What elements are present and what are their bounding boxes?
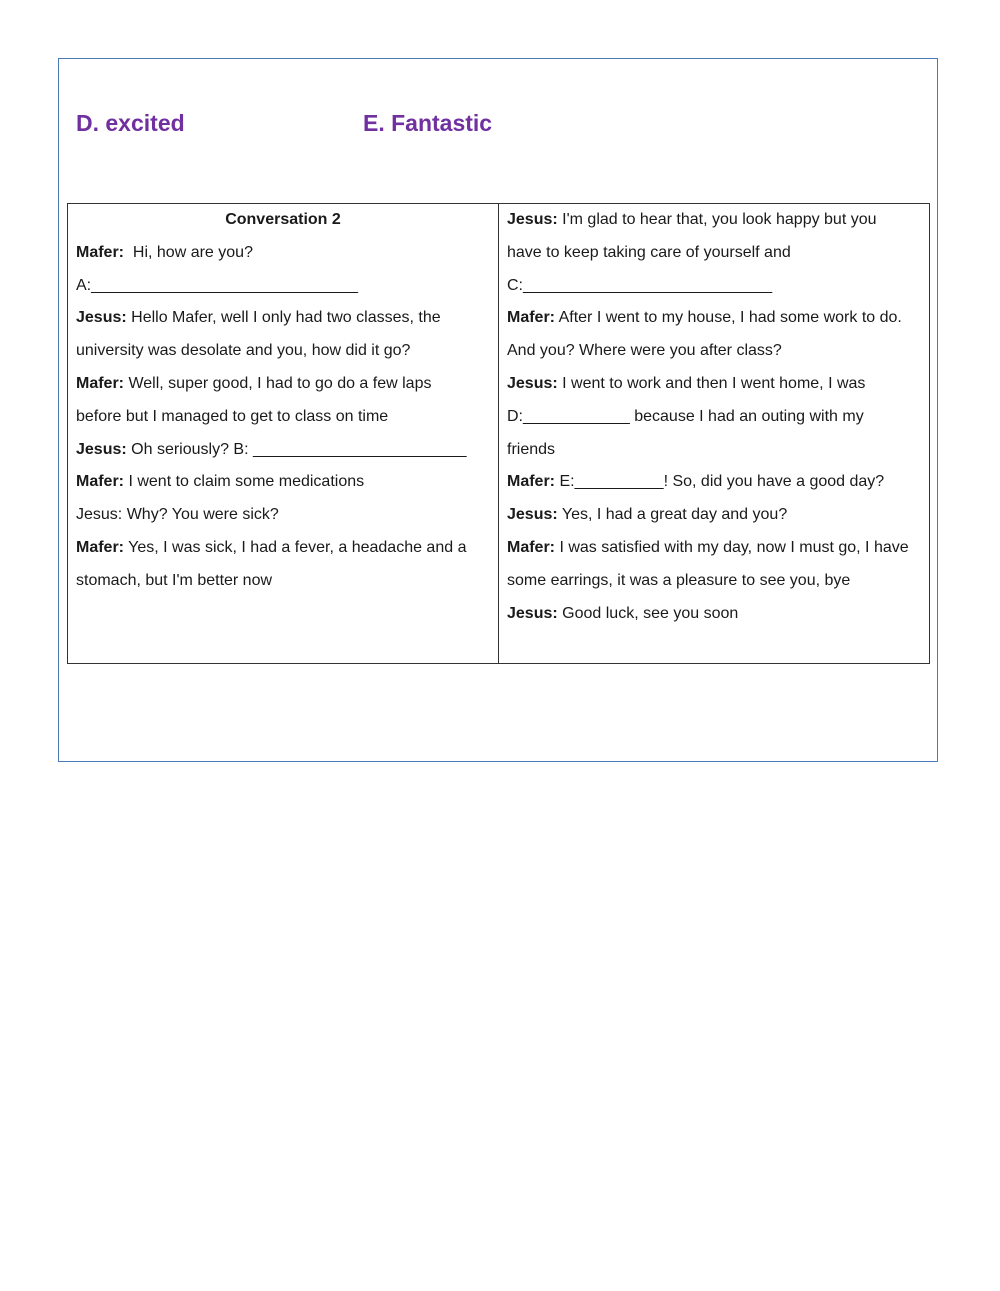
speaker-name: Mafer: — [507, 309, 556, 327]
conversation-right-column — [499, 204, 929, 663]
conversation-title: Conversation 2 — [225, 211, 341, 228]
dialogue-line — [76, 302, 490, 335]
dialogue-line — [76, 270, 490, 303]
dialogue-text: I was satisfied with my day, now I must go, I have — [555, 538, 909, 556]
conversation-table — [67, 203, 930, 664]
dialogue-text: I'm glad to hear that, you look happy but you — [557, 211, 877, 228]
dialogue-text: After I went to my house, I had some work to do. — [555, 309, 902, 327]
conversation-left-column — [68, 204, 499, 663]
speaker-name: Mafer: — [507, 538, 556, 556]
option-e: E. Fantastic — [363, 110, 493, 136]
dialogue-line — [76, 434, 490, 467]
dialogue-text: friends — [507, 440, 556, 458]
dialogue-text: And you? Where were you after class? — [507, 342, 782, 360]
speaker-name: Jesus: — [507, 506, 558, 524]
dialogue-text: I went to claim some medications — [124, 473, 365, 491]
option-d: D. excited — [76, 110, 185, 136]
speaker-name: Jesus: — [507, 604, 558, 622]
speaker-name: Mafer: — [76, 374, 125, 392]
dialogue-line — [507, 270, 921, 303]
dialogue-text: C:____________________________ — [507, 276, 773, 294]
speaker-name: Mafer: — [76, 243, 125, 261]
dialogue-line — [76, 532, 490, 565]
speaker-name: Jesus: — [76, 440, 127, 458]
dialogue-text: I went to work and then I went home, I was — [557, 374, 866, 392]
dialogue-text: A:______________________________ — [76, 276, 359, 294]
speaker-name: Mafer: — [76, 538, 125, 556]
dialogue-text: Good luck, see you soon — [557, 604, 739, 622]
dialogue-text: stomach, but I'm better now — [76, 571, 273, 589]
dialogue-text: Well, super good, I had to go do a few laps — [124, 374, 432, 392]
speaker-name: Jesus: — [76, 309, 127, 327]
dialogue-line — [507, 335, 921, 368]
dialogue-text: D:____________ because I had an outing with my — [507, 407, 864, 425]
dialogue-text: Hi, how are you? — [124, 243, 253, 261]
speaker-name: Mafer: — [507, 473, 556, 491]
dialogue-text: E:__________! So, did you have a good day? — [555, 473, 885, 491]
dialogue-text: Yes, I had a great day and you? — [557, 506, 788, 524]
dialogue-line — [507, 368, 921, 401]
dialogue-text: Oh seriously? B: ________________________ — [126, 440, 467, 458]
speaker-name: Jesus: — [507, 211, 558, 228]
dialogue-line — [76, 401, 490, 434]
dialogue-text: Hello Mafer, well I only had two classes, the — [126, 309, 441, 327]
dialogue-text: university was desolate and you, how did it go? — [76, 342, 411, 360]
dialogue-line — [507, 204, 921, 237]
dialogue-line — [507, 401, 921, 434]
dialogue-line — [76, 466, 490, 499]
dialogue-line — [507, 565, 921, 598]
dialogue-line — [76, 368, 490, 401]
dialogue-line — [76, 335, 490, 368]
dialogue-line — [76, 237, 490, 270]
speaker-name: Mafer: — [76, 473, 125, 491]
speaker-name: Jesus: — [507, 374, 558, 392]
dialogue-line — [507, 532, 921, 565]
dialogue-line — [507, 598, 921, 631]
dialogue-line — [507, 499, 921, 532]
dialogue-text: before but I managed to get to class on time — [76, 407, 389, 425]
dialogue-line — [507, 237, 921, 270]
dialogue-line — [507, 434, 921, 467]
dialogue-text: Yes, I was sick, I had a fever, a headache and a — [124, 538, 467, 556]
dialogue-line — [507, 302, 921, 335]
dialogue-text: Jesus: Why? You were sick? — [76, 506, 279, 524]
dialogue-text: some earrings, it was a pleasure to see you, bye — [507, 571, 851, 589]
dialogue-line — [76, 565, 490, 598]
dialogue-text: have to keep taking care of yourself and — [507, 243, 791, 261]
dialogue-line — [76, 499, 490, 532]
dialogue-line — [507, 466, 921, 499]
